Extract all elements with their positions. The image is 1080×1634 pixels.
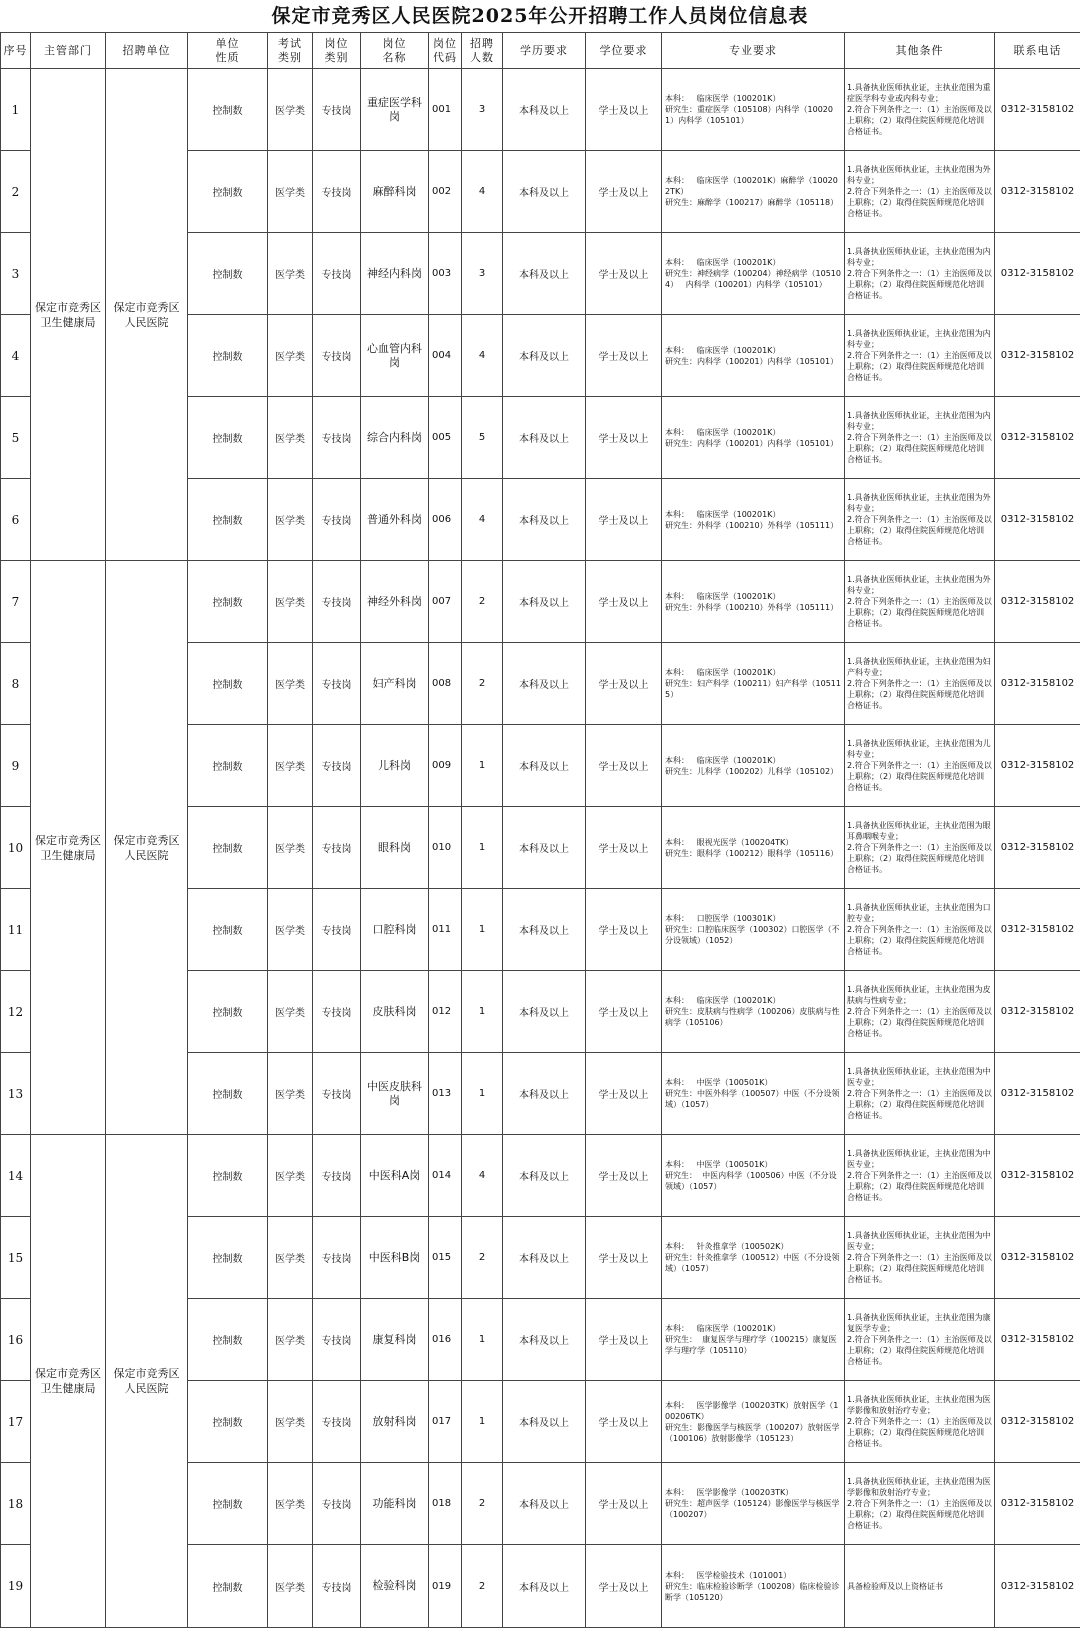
header-count: 招聘 人数 [462,33,503,69]
row-education: 本科及以上 [503,643,586,725]
row-nature: 控制数 [188,1381,268,1463]
row-type: 专技岗 [313,1135,361,1217]
row-exam: 医学类 [268,1135,313,1217]
row-phone: 0312-3158102 [995,643,1080,725]
row-other-req: 1.具备执业医师执业证，主执业范围为医学影像和放射治疗专业； 2.符合下列条件之一：（1）主治医师及以上职称；（2）取得住院医师规范化培训合格证书。 [845,1381,995,1463]
row-type: 专技岗 [313,69,361,151]
row-post-code: 007 [429,561,462,643]
row-phone: 0312-3158102 [995,889,1080,971]
header-type: 岗位 类别 [313,33,361,69]
row-post-name: 神经外科岗 [361,561,429,643]
row-phone: 0312-3158102 [995,479,1080,561]
row-major-req: 本科： 临床医学（100201K） 研究生：内科学（100201）内科学（105101） [662,397,845,479]
row-post-name: 中医科B岗 [361,1217,429,1299]
row-major-req: 本科： 临床医学（100201K） 研究生： 康复医学与理疗学（100215）康复医学与理疗学（105110） [662,1299,845,1381]
group-dept: 保定市竞秀区卫生健康局 [31,1135,106,1628]
header-other: 其他条件 [845,33,995,69]
row-other-req: 1.具备执业医师执业证，主执业范围为眼耳鼻咽喉专业； 2.符合下列条件之一：（1）主治医师及以上职称；（2）取得住院医师规范化培训合格证书。 [845,807,995,889]
row-exam: 医学类 [268,151,313,233]
row-seq: 7 [1,561,31,643]
row-type: 专技岗 [313,233,361,315]
row-post-code: 004 [429,315,462,397]
row-post-code: 015 [429,1217,462,1299]
row-type: 专技岗 [313,807,361,889]
row-count: 2 [462,643,503,725]
row-degree: 学士及以上 [586,69,662,151]
row-education: 本科及以上 [503,69,586,151]
group-unit: 保定市竞秀区人民医院 [106,561,188,1135]
row-type: 专技岗 [313,315,361,397]
row-seq: 9 [1,725,31,807]
row-seq: 3 [1,233,31,315]
header-unit: 招聘单位 [106,33,188,69]
row-phone: 0312-3158102 [995,725,1080,807]
row-education: 本科及以上 [503,1545,586,1628]
row-exam: 医学类 [268,69,313,151]
row-seq: 13 [1,1053,31,1135]
group-dept: 保定市竞秀区卫生健康局 [31,69,106,561]
row-degree: 学士及以上 [586,1217,662,1299]
row-post-code: 012 [429,971,462,1053]
row-post-name: 康复科岗 [361,1299,429,1381]
row-exam: 医学类 [268,889,313,971]
group-dept: 保定市竞秀区卫生健康局 [31,561,106,1135]
row-nature: 控制数 [188,151,268,233]
row-type: 专技岗 [313,1381,361,1463]
row-degree: 学士及以上 [586,397,662,479]
group-unit: 保定市竞秀区人民医院 [106,69,188,561]
row-major-req: 本科： 口腔医学（100301K） 研究生：口腔临床医学（100302）口腔医学（不分设领域）（1052） [662,889,845,971]
row-type: 专技岗 [313,397,361,479]
row-post-name: 麻醉科岗 [361,151,429,233]
row-count: 4 [462,151,503,233]
row-post-name: 功能科岗 [361,1463,429,1545]
row-nature: 控制数 [188,889,268,971]
header-code: 岗位 代码 [429,33,462,69]
row-degree: 学士及以上 [586,889,662,971]
row-other-req: 1.具备执业医师执业证，主执业范围为重症医学科专业或内科专业； 2.符合下列条件之一：（1）主治医师及以上职称；（2）取得住院医师规范化培训合格证书。 [845,69,995,151]
row-post-name: 重症医学科岗 [361,69,429,151]
positions-table [0,32,1080,1628]
row-post-code: 006 [429,479,462,561]
row-degree: 学士及以上 [586,315,662,397]
row-education: 本科及以上 [503,807,586,889]
row-count: 1 [462,725,503,807]
row-degree: 学士及以上 [586,1463,662,1545]
row-education: 本科及以上 [503,1135,586,1217]
row-phone: 0312-3158102 [995,315,1080,397]
row-nature: 控制数 [188,1053,268,1135]
row-post-name: 综合内科岗 [361,397,429,479]
row-post-name: 中医皮肤科岗 [361,1053,429,1135]
header-dept: 主管部门 [31,33,106,69]
row-phone: 0312-3158102 [995,1135,1080,1217]
row-post-code: 018 [429,1463,462,1545]
row-other-req: 1.具备执业医师执业证，主执业范围为中医专业； 2.符合下列条件之一：（1）主治医师及以上职称；（2）取得住院医师规范化培训合格证书。 [845,1217,995,1299]
row-post-code: 001 [429,69,462,151]
row-type: 专技岗 [313,643,361,725]
row-post-code: 014 [429,1135,462,1217]
row-education: 本科及以上 [503,561,586,643]
row-seq: 8 [1,643,31,725]
row-count: 2 [462,1545,503,1628]
row-seq: 17 [1,1381,31,1463]
table-row [1,69,1080,151]
row-post-name: 普通外科岗 [361,479,429,561]
row-major-req: 本科： 眼视光医学（100204TK） 研究生：眼科学（100212）眼科学（105116） [662,807,845,889]
row-phone: 0312-3158102 [995,397,1080,479]
row-major-req: 本科： 临床医学（100201K） 研究生：妇产科学（100211）妇产科学（105115） [662,643,845,725]
row-major-req: 本科： 中医学（100501K） 研究生：中医外科学（100507）中医（不分设领域）（1057） [662,1053,845,1135]
row-post-name: 眼科岗 [361,807,429,889]
row-seq: 14 [1,1135,31,1217]
row-type: 专技岗 [313,151,361,233]
row-education: 本科及以上 [503,1053,586,1135]
row-nature: 控制数 [188,561,268,643]
row-exam: 医学类 [268,1463,313,1545]
row-nature: 控制数 [188,69,268,151]
row-count: 1 [462,1053,503,1135]
row-nature: 控制数 [188,479,268,561]
row-count: 5 [462,397,503,479]
row-degree: 学士及以上 [586,725,662,807]
row-post-code: 011 [429,889,462,971]
row-phone: 0312-3158102 [995,233,1080,315]
row-nature: 控制数 [188,1135,268,1217]
header-degree: 学位要求 [586,33,662,69]
row-other-req: 1.具备执业医师执业证，主执业范围为内科专业； 2.符合下列条件之一：（1）主治医师及以上职称；（2）取得住院医师规范化培训合格证书。 [845,315,995,397]
row-education: 本科及以上 [503,151,586,233]
row-exam: 医学类 [268,1381,313,1463]
row-post-name: 儿科岗 [361,725,429,807]
row-seq: 5 [1,397,31,479]
row-exam: 医学类 [268,725,313,807]
row-other-req: 1.具备执业医师执业证，主执业范围为内科专业； 2.符合下列条件之一：（1）主治医师及以上职称；（2）取得住院医师规范化培训合格证书。 [845,397,995,479]
header-major: 专业要求 [662,33,845,69]
row-count: 4 [462,1135,503,1217]
row-degree: 学士及以上 [586,561,662,643]
row-post-code: 003 [429,233,462,315]
row-type: 专技岗 [313,889,361,971]
row-post-name: 妇产科岗 [361,643,429,725]
row-phone: 0312-3158102 [995,1299,1080,1381]
row-exam: 医学类 [268,315,313,397]
row-major-req: 本科： 临床医学（100201K） 研究生：皮肤病与性病学（100206）皮肤病与性病学（105106） [662,971,845,1053]
row-post-code: 019 [429,1545,462,1628]
row-other-req: 1.具备执业医师执业证，主执业范围为皮肤病与性病专业； 2.符合下列条件之一：（1）主治医师及以上职称；（2）取得住院医师规范化培训合格证书。 [845,971,995,1053]
row-seq: 12 [1,971,31,1053]
row-phone: 0312-3158102 [995,1217,1080,1299]
row-type: 专技岗 [313,1545,361,1628]
row-count: 3 [462,69,503,151]
row-post-name: 中医科A岗 [361,1135,429,1217]
row-phone: 0312-3158102 [995,1463,1080,1545]
row-other-req: 1.具备执业医师执业证，主执业范围为医学影像和放射治疗专业； 2.符合下列条件之一：（1）主治医师及以上职称；（2）取得住院医师规范化培训合格证书。 [845,1463,995,1545]
row-phone: 0312-3158102 [995,807,1080,889]
row-post-code: 016 [429,1299,462,1381]
row-major-req: 本科： 临床医学（100201K） 研究生：儿科学（100202）儿科学（105102） [662,725,845,807]
row-phone: 0312-3158102 [995,1381,1080,1463]
row-count: 3 [462,233,503,315]
row-type: 专技岗 [313,1217,361,1299]
row-major-req: 本科： 临床医学（100201K）麻醉学（100202TK） 研究生：麻醉学（100217）麻醉学（105118） [662,151,845,233]
row-count: 2 [462,561,503,643]
row-degree: 学士及以上 [586,643,662,725]
row-other-req: 1.具备执业医师执业证，主执业范围为外科专业； 2.符合下列条件之一：（1）主治医师及以上职称；（2）取得住院医师规范化培训合格证书。 [845,151,995,233]
table-row [1,1135,1080,1217]
row-post-name: 心血管内科岗 [361,315,429,397]
row-type: 专技岗 [313,1463,361,1545]
row-degree: 学士及以上 [586,1299,662,1381]
row-major-req: 本科： 临床医学（100201K） 研究生：重症医学（105108）内科学（100201）内科学（105101） [662,69,845,151]
row-exam: 医学类 [268,1217,313,1299]
row-count: 1 [462,807,503,889]
row-type: 专技岗 [313,1053,361,1135]
row-post-name: 口腔科岗 [361,889,429,971]
row-degree: 学士及以上 [586,1381,662,1463]
row-seq: 6 [1,479,31,561]
row-nature: 控制数 [188,1463,268,1545]
row-seq: 19 [1,1545,31,1628]
row-other-req: 1.具备执业医师执业证，主执业范围为儿科专业； 2.符合下列条件之一：（1）主治医师及以上职称；（2）取得住院医师规范化培训合格证书。 [845,725,995,807]
row-education: 本科及以上 [503,971,586,1053]
row-count: 4 [462,479,503,561]
row-post-code: 002 [429,151,462,233]
row-type: 专技岗 [313,479,361,561]
row-education: 本科及以上 [503,315,586,397]
row-seq: 15 [1,1217,31,1299]
row-major-req: 本科： 临床医学（100201K） 研究生：外科学（100210）外科学（105111） [662,479,845,561]
row-nature: 控制数 [188,1545,268,1628]
row-post-code: 010 [429,807,462,889]
group-unit: 保定市竞秀区人民医院 [106,1135,188,1628]
header-edu: 学历要求 [503,33,586,69]
row-major-req: 本科： 医学检验技术（101001） 研究生：临床检验诊断学（100208）临床检验诊断学（105120） [662,1545,845,1628]
row-seq: 10 [1,807,31,889]
row-count: 1 [462,1381,503,1463]
row-degree: 学士及以上 [586,971,662,1053]
row-exam: 医学类 [268,479,313,561]
header-seq: 序号 [1,33,31,69]
row-education: 本科及以上 [503,725,586,807]
row-phone: 0312-3158102 [995,1053,1080,1135]
row-education: 本科及以上 [503,479,586,561]
row-nature: 控制数 [188,397,268,479]
row-education: 本科及以上 [503,397,586,479]
row-post-name: 放射科岗 [361,1381,429,1463]
row-other-req: 具备检验师及以上资格证书 [845,1545,995,1628]
row-seq: 1 [1,69,31,151]
row-post-code: 009 [429,725,462,807]
header-name: 岗位 名称 [361,33,429,69]
row-major-req: 本科： 中医学（100501K） 研究生： 中医内科学（100506）中医（不分设领域）（1057） [662,1135,845,1217]
row-exam: 医学类 [268,397,313,479]
row-degree: 学士及以上 [586,807,662,889]
table-row [1,561,1080,643]
row-exam: 医学类 [268,561,313,643]
row-phone: 0312-3158102 [995,1545,1080,1628]
row-degree: 学士及以上 [586,1135,662,1217]
row-seq: 4 [1,315,31,397]
row-post-name: 神经内科岗 [361,233,429,315]
row-count: 1 [462,971,503,1053]
row-nature: 控制数 [188,725,268,807]
row-count: 1 [462,889,503,971]
row-major-req: 本科： 针灸推拿学（100502K） 研究生：针灸推拿学（100512）中医（不分设领域）（1057） [662,1217,845,1299]
row-education: 本科及以上 [503,889,586,971]
row-degree: 学士及以上 [586,479,662,561]
row-phone: 0312-3158102 [995,971,1080,1053]
row-nature: 控制数 [188,643,268,725]
row-type: 专技岗 [313,1299,361,1381]
row-exam: 医学类 [268,971,313,1053]
row-count: 2 [462,1217,503,1299]
row-major-req: 本科： 临床医学（100201K） 研究生：神经病学（100204）神经病学（105104） 内科学（100201）内科学（105101） [662,233,845,315]
row-major-req: 本科： 临床医学（100201K） 研究生：内科学（100201）内科学（105101） [662,315,845,397]
row-exam: 医学类 [268,807,313,889]
row-post-code: 013 [429,1053,462,1135]
row-degree: 学士及以上 [586,1053,662,1135]
row-exam: 医学类 [268,1545,313,1628]
row-type: 专技岗 [313,561,361,643]
row-other-req: 1.具备执业医师执业证，主执业范围为中医专业； 2.符合下列条件之一：（1）主治医师及以上职称；（2）取得住院医师规范化培训合格证书。 [845,1053,995,1135]
row-post-code: 017 [429,1381,462,1463]
row-exam: 医学类 [268,1053,313,1135]
row-other-req: 1.具备执业医师执业证，主执业范围为妇产科专业； 2.符合下列条件之一：（1）主治医师及以上职称；（2）取得住院医师规范化培训合格证书。 [845,643,995,725]
row-phone: 0312-3158102 [995,69,1080,151]
row-exam: 医学类 [268,643,313,725]
row-other-req: 1.具备执业医师执业证，主执业范围为内科专业； 2.符合下列条件之一：（1）主治医师及以上职称；（2）取得住院医师规范化培训合格证书。 [845,233,995,315]
row-major-req: 本科： 医学影像学（100203TK） 研究生：超声医学（105124）影像医学与核医学（100207） [662,1463,845,1545]
row-post-name: 皮肤科岗 [361,971,429,1053]
row-nature: 控制数 [188,233,268,315]
row-other-req: 1.具备执业医师执业证，主执业范围为外科专业； 2.符合下列条件之一：（1）主治医师及以上职称；（2）取得住院医师规范化培训合格证书。 [845,479,995,561]
row-nature: 控制数 [188,807,268,889]
row-count: 4 [462,315,503,397]
row-education: 本科及以上 [503,1381,586,1463]
row-type: 专技岗 [313,725,361,807]
row-education: 本科及以上 [503,1463,586,1545]
row-other-req: 1.具备执业医师执业证，主执业范围为康复医学专业； 2.符合下列条件之一：（1）主治医师及以上职称；（2）取得住院医师规范化培训合格证书。 [845,1299,995,1381]
row-phone: 0312-3158102 [995,561,1080,643]
header-phone: 联系电话 [995,33,1080,69]
row-exam: 医学类 [268,233,313,315]
row-nature: 控制数 [188,1299,268,1381]
row-seq: 11 [1,889,31,971]
row-seq: 18 [1,1463,31,1545]
row-seq: 2 [1,151,31,233]
row-education: 本科及以上 [503,233,586,315]
header-row [1,33,1080,69]
row-other-req: 1.具备执业医师执业证，主执业范围为外科专业； 2.符合下列条件之一：（1）主治医师及以上职称；（2）取得住院医师规范化培训合格证书。 [845,561,995,643]
row-major-req: 本科： 医学影像学（100203TK）放射医学（100206TK） 研究生：影像医学与核医学（100207）放射医学（100106）放射影像学（105123） [662,1381,845,1463]
row-nature: 控制数 [188,315,268,397]
row-seq: 16 [1,1299,31,1381]
header-exam: 考试 类别 [268,33,313,69]
header-nature: 单位 性质 [188,33,268,69]
row-post-code: 008 [429,643,462,725]
row-exam: 医学类 [268,1299,313,1381]
page-title: 保定市竞秀区人民医院2025年公开招聘工作人员岗位信息表 [271,5,809,27]
row-post-name: 检验科岗 [361,1545,429,1628]
row-other-req: 1.具备执业医师执业证，主执业范围为中医专业； 2.符合下列条件之一：（1）主治医师及以上职称；（2）取得住院医师规范化培训合格证书。 [845,1135,995,1217]
row-degree: 学士及以上 [586,1545,662,1628]
row-count: 1 [462,1299,503,1381]
row-other-req: 1.具备执业医师执业证，主执业范围为口腔专业； 2.符合下列条件之一：（1）主治医师及以上职称；（2）取得住院医师规范化培训合格证书。 [845,889,995,971]
row-post-code: 005 [429,397,462,479]
row-phone: 0312-3158102 [995,151,1080,233]
row-degree: 学士及以上 [586,151,662,233]
row-major-req: 本科： 临床医学（100201K） 研究生：外科学（100210）外科学（105111） [662,561,845,643]
row-degree: 学士及以上 [586,233,662,315]
row-nature: 控制数 [188,1217,268,1299]
row-nature: 控制数 [188,971,268,1053]
row-count: 2 [462,1463,503,1545]
row-education: 本科及以上 [503,1299,586,1381]
row-type: 专技岗 [313,971,361,1053]
row-education: 本科及以上 [503,1217,586,1299]
